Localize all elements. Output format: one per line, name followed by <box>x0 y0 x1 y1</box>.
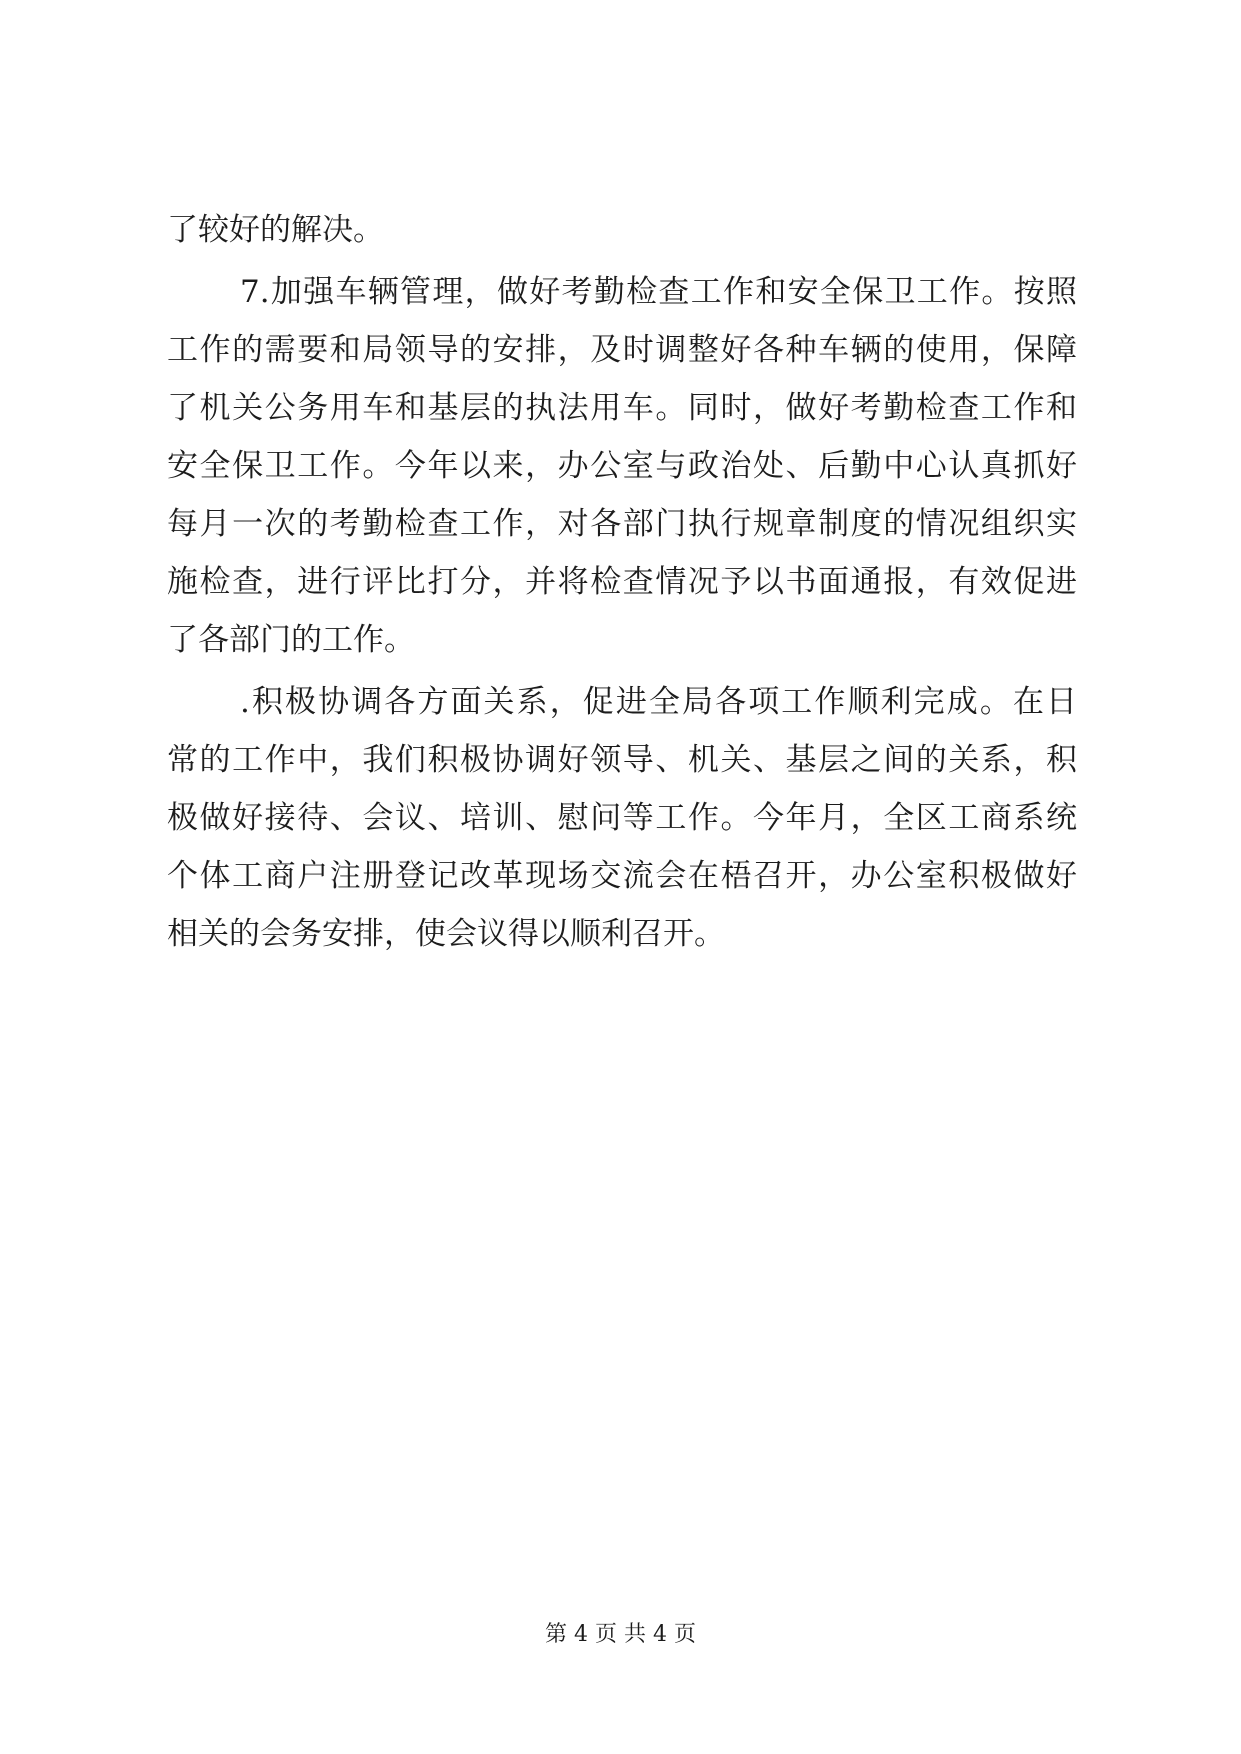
paragraph-line: 了机关公务用车和基层的执法用车。同时，做好考勤检查工作和 <box>167 390 1077 426</box>
paragraph-line: 7.加强车辆管理，做好考勤检查工作和安全保卫工作。按照 <box>240 274 1077 310</box>
paragraph-line: 常的工作中，我们积极协调好领导、机关、基层之间的关系，积 <box>167 742 1077 778</box>
paragraph-line: 极做好接待、会议、培训、慰问等工作。今年月，全区工商系统 <box>167 800 1077 836</box>
paragraph-line: 了各部门的工作。 <box>167 622 415 658</box>
paragraph-line: 了较好的解决。 <box>167 212 384 248</box>
paragraph-line: .积极协调各方面关系，促进全局各项工作顺利完成。在日 <box>240 684 1077 720</box>
paragraph-line: 施检查，进行评比打分，并将检查情况予以书面通报，有效促进 <box>167 564 1077 600</box>
paragraph-line: 相关的会务安排，使会议得以顺利召开。 <box>167 916 725 952</box>
paragraph-line: 工作的需要和局领导的安排，及时调整好各种车辆的使用，保障 <box>167 332 1077 368</box>
paragraph-line: 每月一次的考勤检查工作，对各部门执行规章制度的情况组织实 <box>167 506 1077 542</box>
page-number-footer: 第 4 页 共 4 页 <box>545 1622 696 1647</box>
paragraph-line: 安全保卫工作。今年以来，办公室与政治处、后勤中心认真抓好 <box>167 448 1077 484</box>
paragraph-line: 个体工商户注册登记改革现场交流会在梧召开，办公室积极做好 <box>167 858 1077 894</box>
